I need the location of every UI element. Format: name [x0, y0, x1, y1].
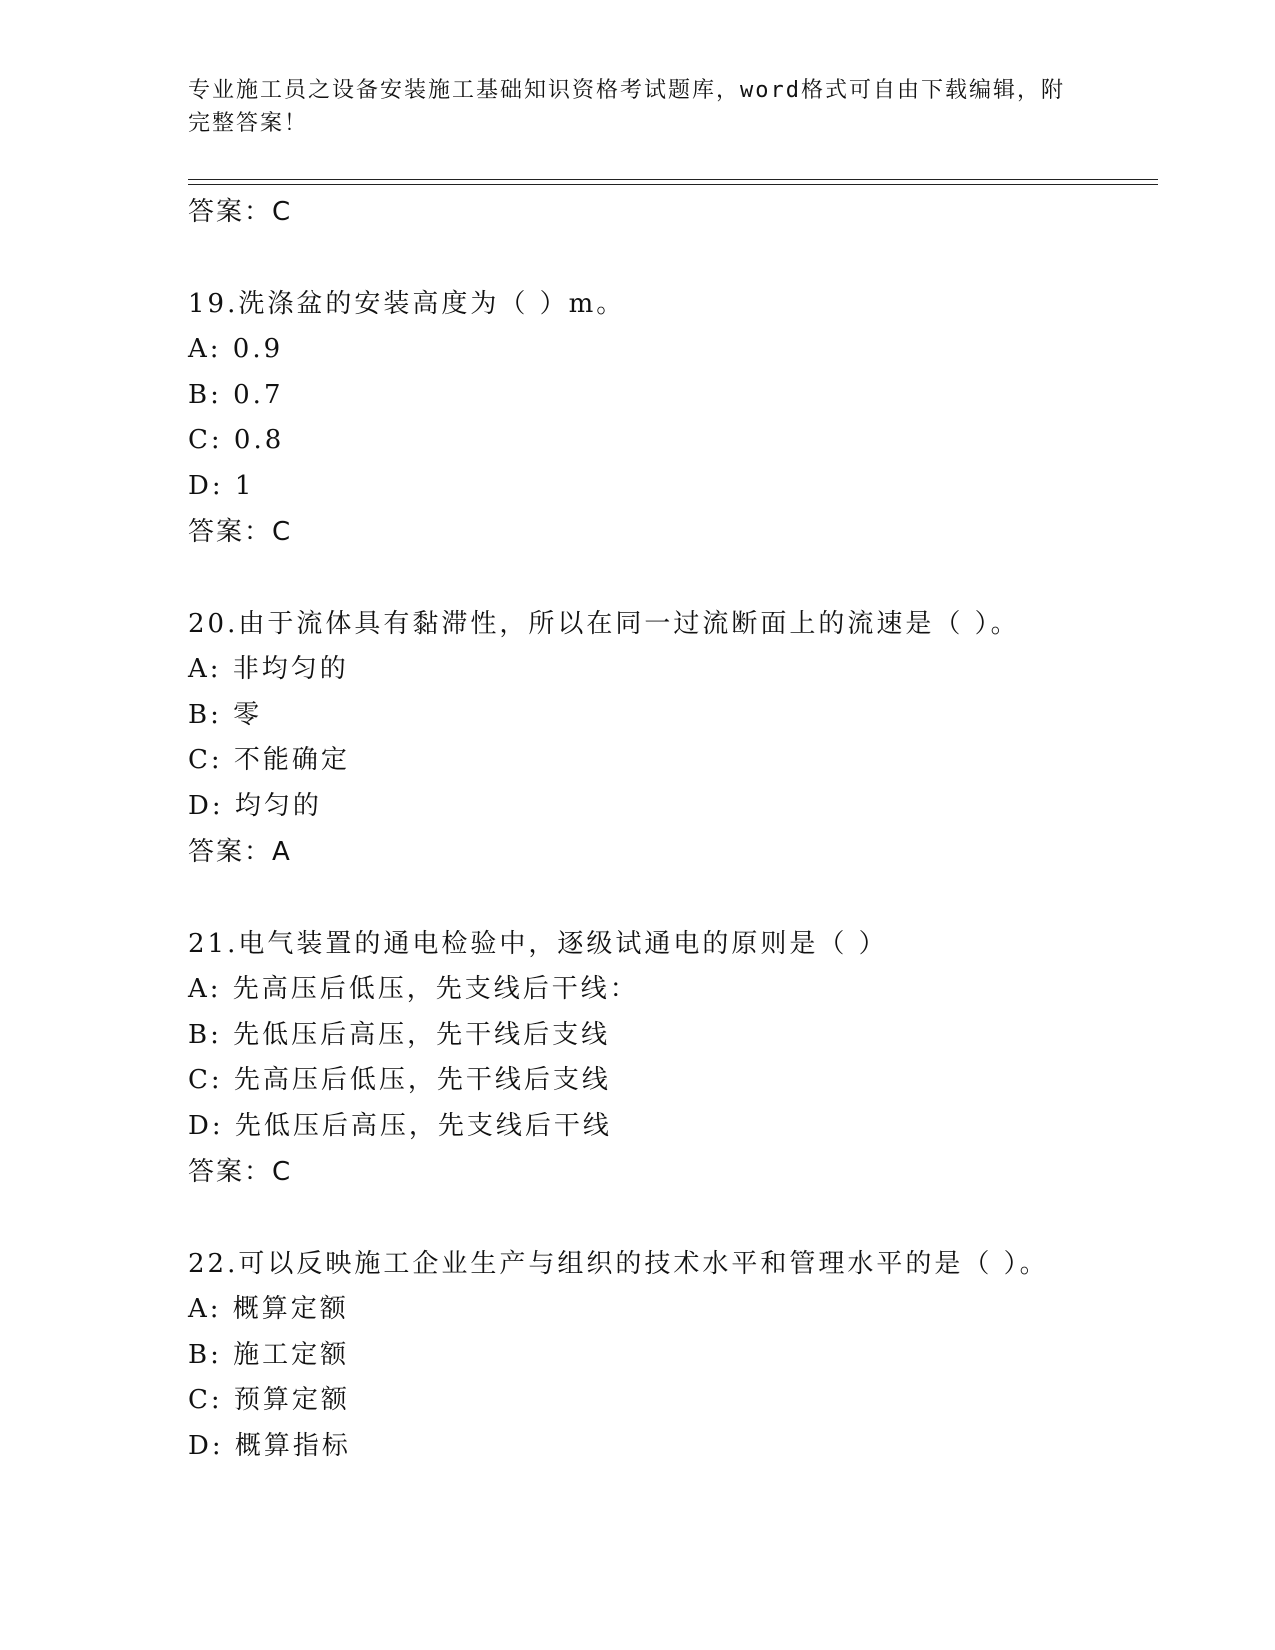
question-block-19	[188, 281, 1158, 555]
option-d: D: 均匀的	[188, 790, 322, 821]
answer-line: 答案：A	[188, 837, 292, 867]
document-header: 专业施工员之设备安装施工基础知识资格考试题库，word格式可自由下载编辑，附完整答案！	[188, 78, 1065, 136]
option-d: D: 1	[188, 470, 255, 501]
option-b: B: 先低压后高压，先干线后支线	[188, 1019, 611, 1050]
option-a: A: 0.9	[188, 334, 284, 364]
question-block-21	[188, 921, 1158, 1195]
answer-line: 答案：C	[188, 517, 293, 547]
question-block-20	[188, 601, 1158, 875]
header-divider-top	[188, 179, 1158, 180]
option-d: D: 概算指标	[188, 1430, 351, 1461]
question-stem: 19.洗涤盆的安装高度为（ ）m。	[188, 289, 626, 319]
question-list	[188, 189, 1158, 1469]
question-stem: 20.由于流体具有黏滞性，所以在同一过流断面上的流速是（ ）。	[188, 609, 1020, 639]
option-b: B: 零	[188, 699, 263, 730]
option-c: C: 不能确定	[188, 745, 350, 775]
option-c: C: 先高压后低压，先干线后支线	[188, 1065, 611, 1095]
option-d: D: 先低压后高压，先支线后干线	[188, 1110, 612, 1141]
answer-line: 答案：C	[188, 1157, 293, 1187]
option-b: B: 施工定额	[188, 1339, 350, 1370]
header-divider-bottom	[188, 184, 1158, 185]
option-c: C: 0.8	[188, 425, 285, 455]
option-a: A: 先高压后低压，先支线后干线：	[188, 974, 639, 1004]
option-a: A: 概算定额	[188, 1294, 349, 1324]
option-c: C: 预算定额	[188, 1385, 350, 1415]
question-stem: 21.电气装置的通电检验中，逐级试通电的原则是（ ）	[188, 929, 888, 959]
option-b: B: 0.7	[188, 379, 284, 410]
question-block-22	[188, 1241, 1158, 1469]
option-a: A: 非均匀的	[188, 654, 349, 684]
question-stem: 22.可以反映施工企业生产与组织的技术水平和管理水平的是（ ）。	[188, 1249, 1049, 1279]
previous-answer: 答案：C	[188, 197, 293, 227]
